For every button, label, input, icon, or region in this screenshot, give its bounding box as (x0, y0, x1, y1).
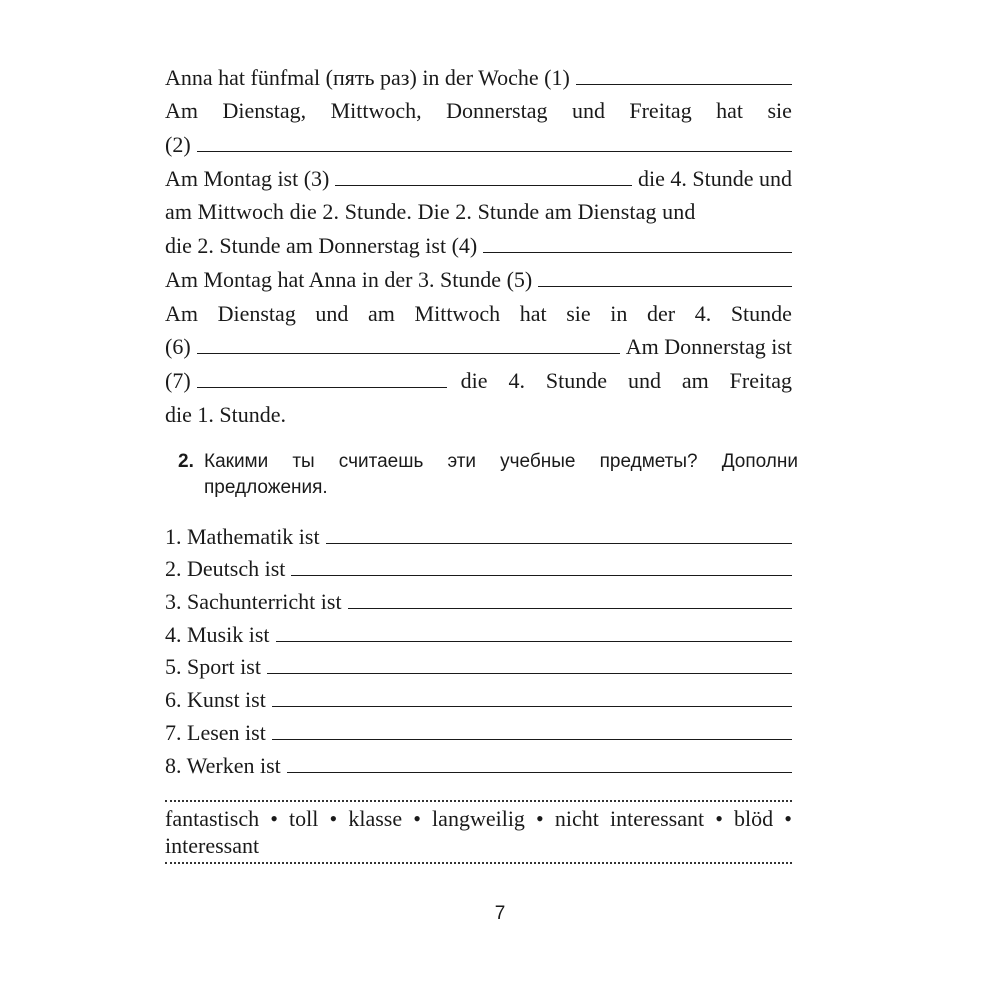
word: sie (767, 98, 792, 124)
word: Dienstag (217, 300, 296, 326)
item-label: 5. Sport ist (165, 654, 261, 680)
paragraph-line-2 (165, 91, 792, 125)
answer-blank[interactable] (272, 705, 792, 707)
answer-blank-3[interactable] (335, 184, 632, 186)
word: am (368, 300, 395, 326)
word: der (647, 300, 676, 326)
answer-blank-6[interactable] (197, 352, 620, 354)
task-text: Какими ты считаешь эти учебные предметы? Дополни предложения. (204, 451, 798, 498)
word: Stunde (730, 300, 792, 326)
answer-blank-1[interactable] (576, 83, 792, 85)
answer-blank[interactable] (291, 574, 792, 576)
word: Stunde (545, 367, 608, 393)
paragraph-line-7 (165, 259, 792, 293)
answer-blank[interactable] (272, 738, 792, 740)
word: 4. (508, 367, 525, 393)
list-item (165, 680, 792, 713)
answer-blank[interactable] (267, 672, 792, 674)
word: 4. (694, 300, 712, 326)
paragraph-text: (7) (165, 367, 191, 393)
paragraph (165, 57, 792, 428)
paragraph-text: Am Donnerstag ist (625, 334, 792, 360)
item-label: 6. Kunst ist (165, 687, 266, 713)
task-2-items (165, 517, 792, 779)
paragraph-text: am Mittwoch die 2. Stunde. Die 2. Stunde am Dienstag und (165, 199, 696, 225)
task-2-instruction (178, 449, 798, 501)
paragraph-text: Am Montag ist (3) (165, 165, 330, 191)
paragraph-text: die 2. Stunde am Donnerstag ist (4) (165, 233, 478, 259)
word: Mittwoch (414, 300, 501, 326)
list-item (165, 550, 792, 583)
item-label: 3. Sachunterricht ist (165, 589, 342, 615)
list-item (165, 582, 792, 615)
word: hat (519, 300, 547, 326)
answer-blank[interactable] (326, 542, 792, 544)
word: Freitag (629, 98, 692, 124)
list-item (165, 746, 792, 779)
paragraph-text: (2) (165, 132, 191, 158)
list-item (165, 517, 792, 550)
item-label: 2. Deutsch ist (165, 556, 286, 582)
word-bank: fantastisch • toll • klasse • langweilig • nicht interessant • blöd • interessant (165, 806, 792, 858)
item-label: 4. Musik ist (165, 621, 270, 647)
answer-blank-4[interactable] (483, 251, 792, 253)
word: Am (165, 98, 198, 124)
item-label: 1. Mathematik ist (165, 523, 320, 549)
paragraph-line-11 (165, 394, 792, 428)
paragraph-text: die 4. Stunde und (638, 165, 792, 191)
list-item (165, 648, 792, 681)
item-label: 7. Lesen ist (165, 719, 266, 745)
paragraph-text: Anna hat fünfmal (пять раз) in der Woche (1) (165, 64, 570, 90)
task-number: 2. (178, 451, 194, 472)
item-label: 8. Werken ist (165, 752, 281, 778)
word: Freitag (729, 367, 792, 393)
paragraph-text: Am Montag hat Anna in der 3. Stunde (5) (165, 266, 533, 292)
word: in (610, 300, 628, 326)
word: Donnerstag (446, 98, 548, 124)
word: Dienstag, (222, 98, 307, 124)
word-bank-top-divider (165, 800, 792, 802)
paragraph-line-3 (165, 124, 792, 158)
list-item (165, 713, 792, 746)
answer-blank[interactable] (348, 607, 792, 609)
page-number: 7 (494, 903, 506, 924)
answer-blank[interactable] (276, 640, 792, 642)
answer-blank-7[interactable] (197, 386, 447, 388)
answer-blank[interactable] (287, 771, 792, 773)
word: sie (566, 300, 591, 326)
word: am (681, 367, 709, 393)
word: Mittwoch, (330, 98, 422, 124)
paragraph-line-4 (165, 158, 792, 192)
list-item (165, 615, 792, 648)
paragraph-line-6 (165, 225, 792, 259)
word: und (627, 367, 661, 393)
paragraph-text: die 1. Stunde. (165, 401, 286, 427)
word-bank-bottom-divider (165, 862, 792, 864)
paragraph-line-9 (165, 327, 792, 361)
paragraph-line-8 (165, 293, 792, 327)
paragraph-line-1 (165, 57, 792, 91)
word: die (460, 367, 488, 393)
word: hat (716, 98, 744, 124)
word: Am (165, 300, 198, 326)
paragraph-line-5 (165, 192, 792, 226)
paragraph-line-10-tail (461, 368, 792, 394)
answer-blank-5[interactable] (538, 285, 792, 287)
word: und (315, 300, 349, 326)
paragraph-line-10 (165, 360, 792, 394)
paragraph-text: (6) (165, 334, 191, 360)
answer-blank-2[interactable] (197, 150, 792, 152)
word: und (571, 98, 605, 124)
